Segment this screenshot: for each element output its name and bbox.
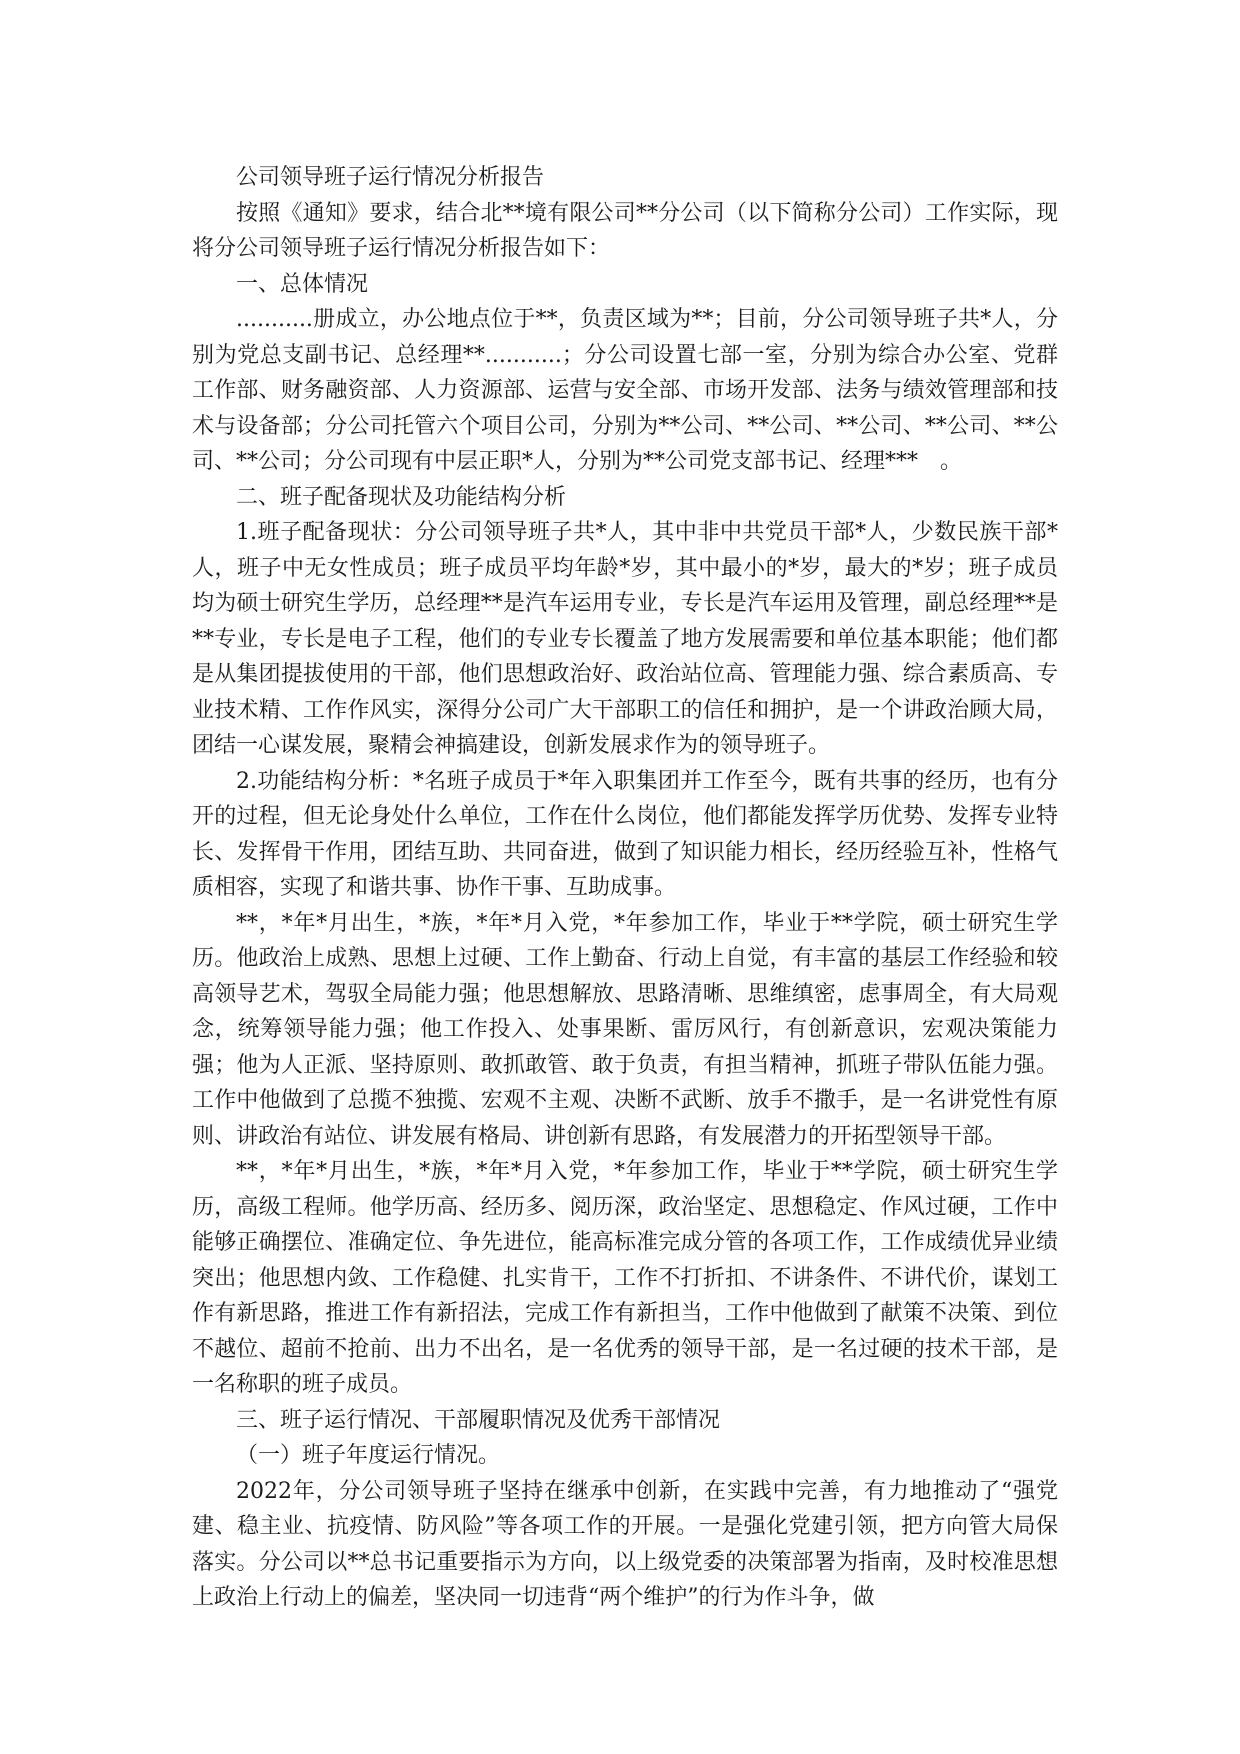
intro-paragraph: 按照《通知》要求，结合北**境有限公司**分公司（以下简称分公司）工作实际，现将分公司领导班子运行情况分析报告如下：: [192, 200, 1058, 261]
function-structure-paragraph: 2.功能结构分析：*名班子成员于*年入职集团并工作至今，既有共事的经历，也有分开的过程，但无论身处什么单位，工作在什么岗位，他们都能发挥学历优势、发挥专业特长、发挥骨干作用，团结互助、共同奋进，做到了知识能力相长，经历经验互补，性格气质相容，实现了和谐共事、协作干事、互助成事。: [192, 768, 1058, 900]
section-heading-structure: 二、班子配备现状及功能结构分析: [236, 484, 567, 510]
document-body: [192, 160, 1058, 1616]
overall-paragraph: ...........册成立，办公地点位于**，负责区域为**；目前，分公司领导班子共*人，分别为党总支副书记、总经理**...........；分公司设置七部一室，分别为综合办公室、党群工作部、财务融资部、人力资源部、运营与安全部、市场开发部、法务与绩效管理部和技术与设备部；分公司托管六个项目公司，分别为**公司、**公司、**公司、**公司、**公司、**公司；分公司现有中层正职*人，分别为**公司党支部书记、经理*** 。: [192, 307, 1058, 474]
subsection-heading-annual: （一）班子年度运行情况。: [236, 1443, 501, 1468]
member-profile-paragraph: **，*年*月出生，*族，*年*月入党，*年参加工作，毕业于**学院，硕士研究生学历，高级工程师。他学历高、经历多、阅历深，政治坚定、思想稳定、作风过硬，工作中能够正确摆位、准确定位、争先进位，能高标准完成分管的各项工作，工作成绩优异业绩突出；他思想内敛、工作稳健、扎实肯干，工作不打折扣、不讲条件、不讲代价，谋划工作有新思路，推进工作有新招法，完成工作有新担当，工作中他做到了献策不决策、到位不越位、超前不抢前、出力不出名，是一名优秀的领导干部，是一名过硬的技术干部，是一名称职的班子成员。: [192, 1159, 1058, 1397]
member-profile-paragraph: **，*年*月出生，*族，*年*月入党，*年参加工作，毕业于**学院，硕士研究生学历。他政治上成熟、思想上过硬、工作上勤奋、行动上自觉，有丰富的基层工作经验和较高领导艺术，驾驭全局能力强；他思想解放、思路清晰、思维缜密，虑事周全，有大局观念，统筹领导能力强；他工作投入、处事果断、雷厉风行，有创新意识，宏观决策能力强；他为人正派、坚持原则、敢抓敢管、敢于负责，有担当精神，抓班子带队伍能力强。工作中他做到了总揽不独揽、宏观不主观、决断不武断、放手不撒手，是一名讲党性有原则、讲政治有站位、讲发展有格局、讲创新有思路，有发展潜力的开拓型领导干部。: [192, 910, 1058, 1149]
section-heading-overall: 一、总体情况: [236, 271, 369, 297]
document-title: 公司领导班子运行情况分析报告: [236, 165, 545, 190]
annual-operation-paragraph: 2022年，分公司领导班子坚持在继承中创新，在实践中完善，有力地推动了“强党建、稳主业、抗疫情、防风险”等各项工作的开展。一是强化党建引领，把方向管大局保落实。分公司以**总书记重要指示为方向，以上级党委的决策部署为指南，及时校准思想上政治上行动上的偏差，坚决同一切违背“两个维护”的行为作斗争，做: [192, 1478, 1058, 1610]
section-heading-operation: 三、班子运行情况、干部履职情况及优秀干部情况: [236, 1407, 721, 1433]
staffing-paragraph: 1.班子配备现状：分公司领导班子共*人，其中非中共党员干部*人，少数民族干部*人，班子中无女性成员；班子成员平均年龄*岁，其中最小的*岁，最大的*岁；班子成员均为硕士研究生学历，总经理**是汽车运用专业，专长是汽车运用及管理，副总经理**是**专业，专长是电子工程，他们的专业专长覆盖了地方发展需要和单位基本职能；他们都是从集团提拔使用的干部，他们思想政治好、政治站位高、管理能力强、综合素质高、专业技术精、工作作风实，深得分公司广大干部职工的信任和拥护，是一个讲政治顾大局，团结一心谋发展，聚精会神搞建设，创新发展求作为的领导班子。: [192, 520, 1058, 758]
